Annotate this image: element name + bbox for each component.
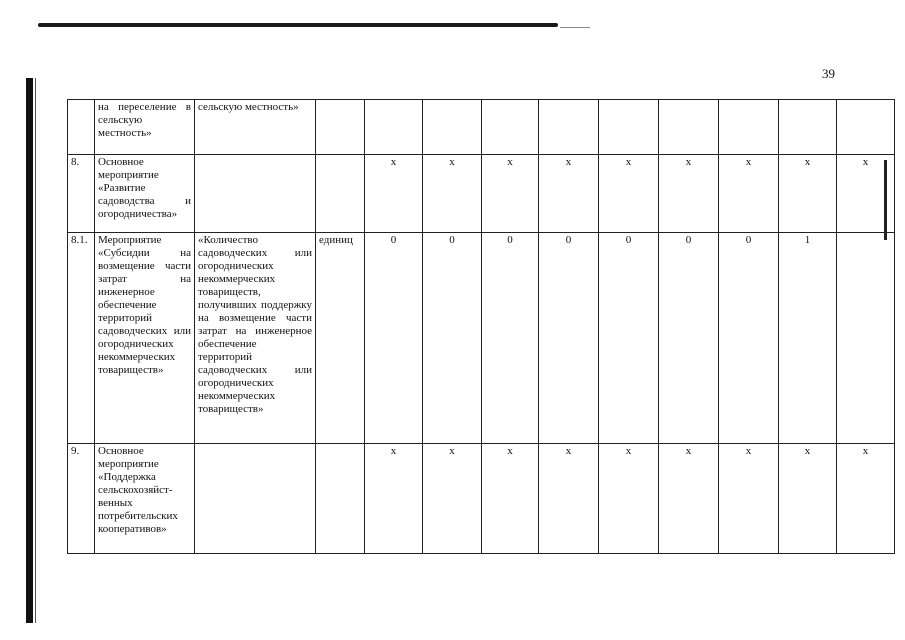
- event-name: на переселение в сельскую местность»: [95, 100, 195, 155]
- table-row: [68, 100, 895, 155]
- table-row: [68, 155, 895, 233]
- value-cell: х: [423, 444, 482, 554]
- value-cell: х: [837, 444, 895, 554]
- value-cell: х: [779, 155, 837, 233]
- value-cell: 0: [482, 233, 539, 444]
- unit: [316, 444, 365, 554]
- row-number: 8.: [68, 155, 95, 233]
- row-number: 9.: [68, 444, 95, 554]
- value-cell: [599, 100, 659, 155]
- value-cell: 0: [659, 233, 719, 444]
- value-cell: [837, 233, 895, 444]
- row-number: 8.1.: [68, 233, 95, 444]
- value-cell: [659, 100, 719, 155]
- value-cell: 0: [719, 233, 779, 444]
- value-cell: х: [779, 444, 837, 554]
- scan-top-rule: [38, 23, 558, 27]
- value-cell: х: [837, 155, 895, 233]
- indicator-name: сельскую местность»: [195, 100, 316, 155]
- scan-left-edge-line: [35, 78, 36, 623]
- value-cell: х: [599, 444, 659, 554]
- value-cell: [482, 100, 539, 155]
- value-cell: х: [659, 155, 719, 233]
- indicator-name: «Количество садоводческих или огороднических некоммерческих товариществ, получивших поддержку на возмещение части затрат на инженерное обеспечение территорий садоводческих или огороднических некоммерческих товариществ»: [195, 233, 316, 444]
- value-cell: 0: [365, 233, 423, 444]
- value-cell: х: [539, 155, 599, 233]
- value-cell: х: [539, 444, 599, 554]
- value-cell: х: [719, 444, 779, 554]
- scan-top-rule-tail: [560, 27, 590, 28]
- value-cell: [837, 100, 895, 155]
- value-cell: х: [482, 155, 539, 233]
- value-cell: [423, 100, 482, 155]
- page-number: 39: [822, 66, 835, 81]
- scan-left-edge-shadow: [26, 78, 33, 623]
- value-cell: 0: [539, 233, 599, 444]
- event-name: Основное мероприятие «Поддержка сельскохозяйст-венных потребительских кооперативов»: [95, 444, 195, 554]
- value-cell: [365, 100, 423, 155]
- value-cell: 0: [423, 233, 482, 444]
- event-name: Мероприятие «Субсидии на возмещение части затрат на инженерное обеспечение территорий садоводческих или огороднических некоммерческих товариществ»: [95, 233, 195, 444]
- table-row: [68, 444, 895, 554]
- event-name: Основное мероприятие «Развитие садоводства и огородничества»: [95, 155, 195, 233]
- indicator-name: [195, 444, 316, 554]
- value-cell: х: [659, 444, 719, 554]
- value-cell: х: [599, 155, 659, 233]
- value-cell: х: [365, 444, 423, 554]
- row-number: [68, 100, 95, 155]
- value-cell: 0: [599, 233, 659, 444]
- value-cell: [779, 100, 837, 155]
- value-cell: х: [719, 155, 779, 233]
- table-row: [68, 233, 895, 444]
- unit: [316, 100, 365, 155]
- value-cell: [539, 100, 599, 155]
- unit: [316, 155, 365, 233]
- unit: единиц: [316, 233, 365, 444]
- value-cell: [719, 100, 779, 155]
- value-cell: х: [365, 155, 423, 233]
- value-cell: х: [482, 444, 539, 554]
- indicators-table: [67, 99, 895, 554]
- indicator-name: [195, 155, 316, 233]
- value-cell: х: [423, 155, 482, 233]
- value-cell: 1: [779, 233, 837, 444]
